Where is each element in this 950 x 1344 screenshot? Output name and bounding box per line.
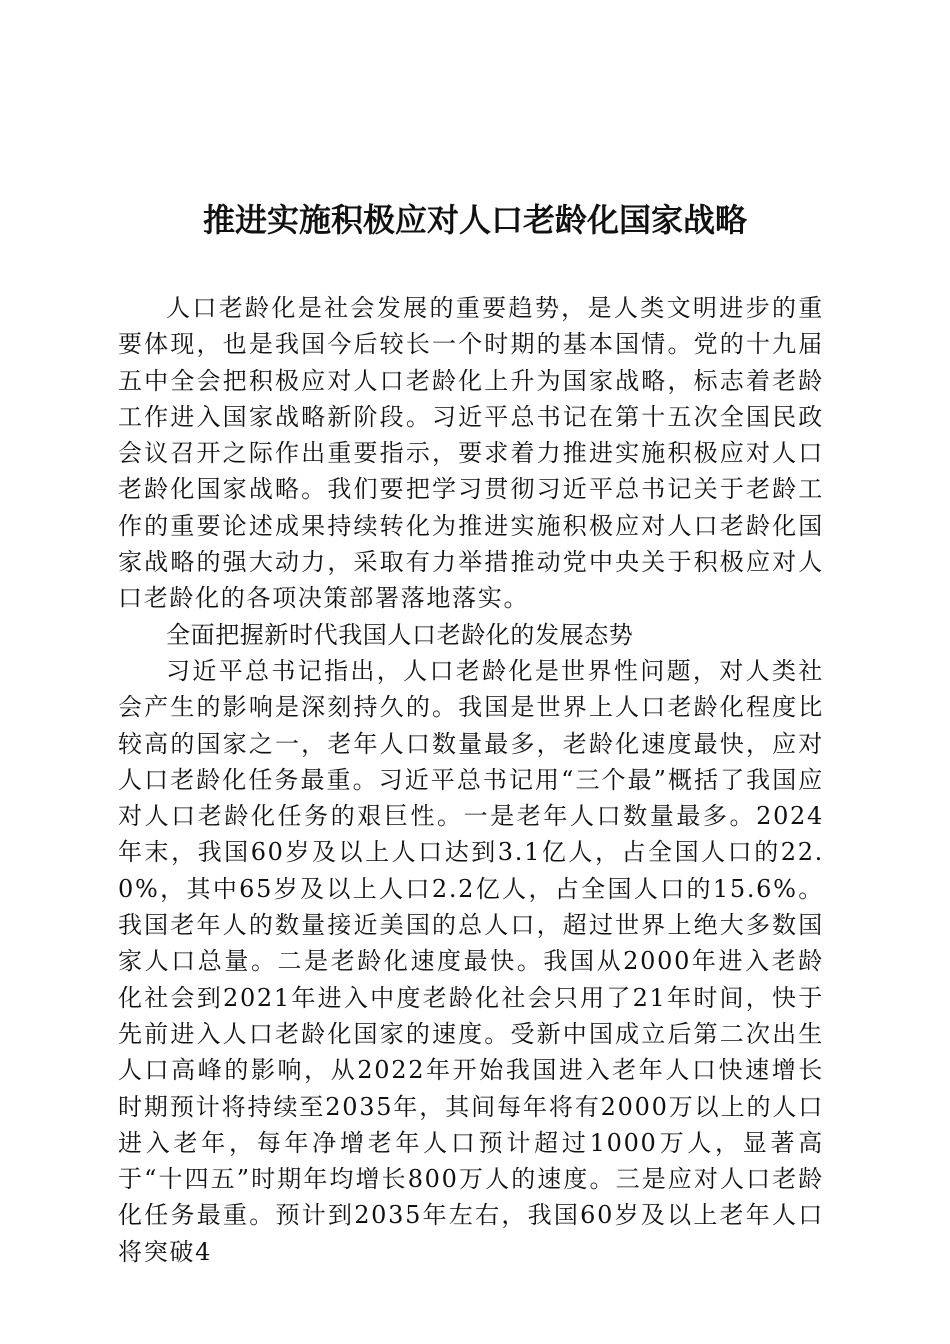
body-paragraph: 习近平总书记指出，人口老龄化是世界性问题，对人类社会产生的影响是深刻持久的。我国是世界上人口老龄化程度比较高的国家之一，老年人口数量最多，老龄化速度最快，应对人口老龄化任务最重。习近平总书记用“三个最”概括了我国应对人口老龄化任务的艰巨性。一是老年人口数量最多。2024年末，我国60岁及以上人口达到3.1亿人，占全国人口的22.0%，其中65岁及以上人口2.2亿人，占全国人口的15.6%。我国老年人的数量接近美国的总人口，超过世界上绝大多数国家人口总量。二是老龄化速度最快。我国从2000年进入老龄化社会到2021年进入中度老龄化社会只用了21年时间，快于先前进入人口老龄化国家的速度。受新中国成立后第二次出生人口高峰的影响，从2022年开始我国进入老年人口快速增长时期预计将持续至2035年，其间每年将有2000万以上的人口进入老年，每年净增老年人口预计超过1000万人，显著高于“十四五”时期年均增长800万人的速度。三是应对人口老龄化任务最重。预计到2035年左右，我国60岁及以上老年人口将突破4	[118, 656, 824, 1266]
document-body	[118, 290, 824, 1270]
section-heading: 全面把握新时代我国人口老龄化的发展态势	[166, 620, 634, 649]
document-title: 推进实施积极应对人口老龄化国家战略	[202, 201, 747, 239]
intro-paragraph: 人口老龄化是社会发展的重要趋势，是人类文明进步的重要体现，也是我国今后较长一个时期的基本国情。党的十九届五中全会把积极应对人口老龄化上升为国家战略，标志着老龄工作进入国家战略新阶段。习近平总书记在第十五次全国民政会议召开之际作出重要指示，要求着力推进实施积极应对人口老龄化国家战略。我们要把学习贯彻习近平总书记关于老龄工作的重要论述成果持续转化为推进实施积极应对人口老龄化国家战略的强大动力，采取有力举措推动党中央关于积极应对人口老龄化的各项决策部署落地落实。	[118, 294, 824, 613]
